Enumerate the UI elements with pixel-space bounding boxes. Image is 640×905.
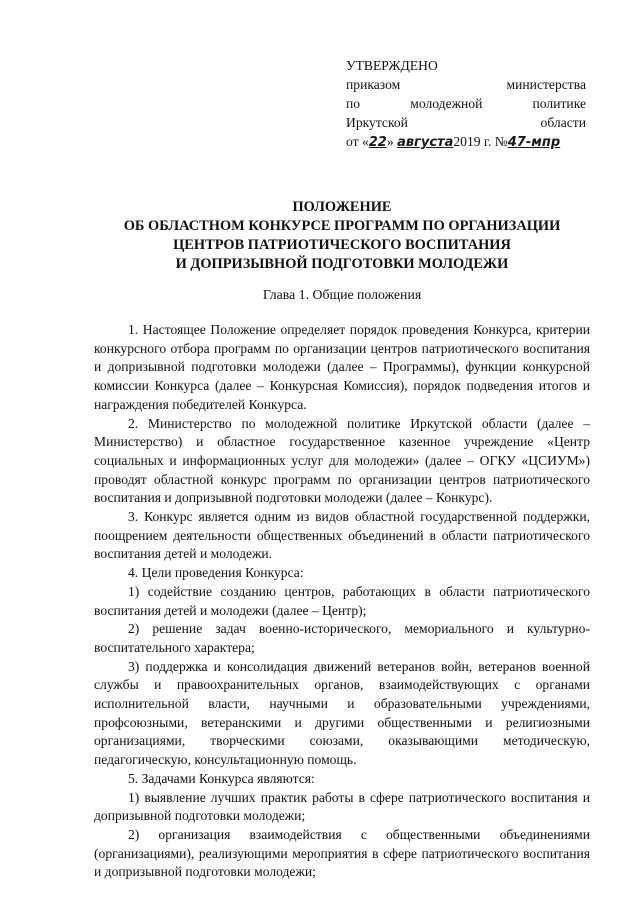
chapter-heading: Глава 1. Общие положения — [262, 287, 422, 302]
paragraph: 1. Настоящее Положение определяет порядок проведения Конкурса, критерии конкурсного отбора программ по организации центров патриотического воспитания и допризывной подготовки молодежи (далее – Программы), функции конкурсной комиссии Конкурса (далее – Конкурсная Комиссия), порядок подведения итогов и награждения победителей Конкурса. — [94, 322, 590, 412]
approval-date-line — [346, 132, 586, 152]
title-line: И ДОПРИЗЫВНОЙ ПОДГОТОВКИ МОЛОДЕЖИ — [175, 256, 509, 272]
handwritten-day: 22 — [368, 135, 387, 150]
document-title — [94, 198, 590, 274]
approval-heading: УТВЕРЖДЕНО — [346, 58, 438, 73]
date-mid: » — [386, 134, 398, 149]
title-line: ПОЛОЖЕНИЕ — [292, 199, 392, 215]
handwritten-order-number: 47-мпр — [507, 135, 561, 150]
paragraph: 1) содействие созданию центров, работающих в области патриотического воспитания детей и молодежи (далее – Центр); — [94, 583, 590, 618]
handwritten-month: августа — [397, 135, 454, 150]
document-body — [94, 321, 590, 882]
title-line: ЦЕНТРОВ ПАТРИОТИЧЕСКОГО ВОСПИТАНИЯ — [173, 237, 511, 253]
approval-line: Иркутской области — [346, 115, 586, 130]
approval-line: по молодежной политике — [346, 96, 586, 111]
paragraph: 2) решение задач военно-исторического, мемориального и культурно-воспитательного характера; — [94, 621, 590, 655]
paragraph: 3. Конкурс является одним из видов областной государственной поддержки, поощрением деятельности общественных объединений в области патриотического воспитания детей и молодежи. — [94, 509, 590, 562]
paragraph: 4. Цели проведения Конкурса: — [128, 565, 304, 581]
paragraph: 2. Министерство по молодежной политике Иркутской области (далее – Министерство) и областное государственное казенное учреждение «Центр социальных и информационных услуг для молодежи» (далее – ОГКУ «ЦСИУМ») проводят областной конкурс программ по организации центров патриотического воспитания и допризывной подготовки молодежи (далее – Конкурс). — [94, 415, 590, 506]
paragraph: 3) поддержка и консолидация движений ветеранов войн, ветеранов военной службы и правоохранительных органов, взаимодействующих с органами исполнительной власти, научными и образовательными учреждениями, профсоюзными, ветеранскими и другими общественными и религиозными организациями, творческими союзами, оказывающими методическую, педагогическую, консультационную помощь. — [94, 658, 590, 768]
paragraph: 2) организация взаимодействия с общественными объединениями (организациями), реализующими мероприятия в сфере патриотического воспитания и допризывной подготовки молодежи; — [94, 826, 590, 880]
title-line: ОБ ОБЛАСТНОМ КОНКУРСЕ ПРОГРАММ ПО ОРГАНИЗАЦИИ — [123, 218, 561, 234]
date-year: 2019 г. № — [453, 134, 508, 149]
date-prefix: от « — [346, 134, 369, 149]
paragraph: 1) выявление лучших практик работы в сфере патриотического воспитания и допризывной подготовки молодежи; — [94, 789, 590, 824]
paragraph: 5. Задачами Конкурса являются: — [128, 770, 315, 786]
approval-stamp — [346, 56, 586, 152]
approval-line: приказом министерства — [346, 77, 586, 92]
